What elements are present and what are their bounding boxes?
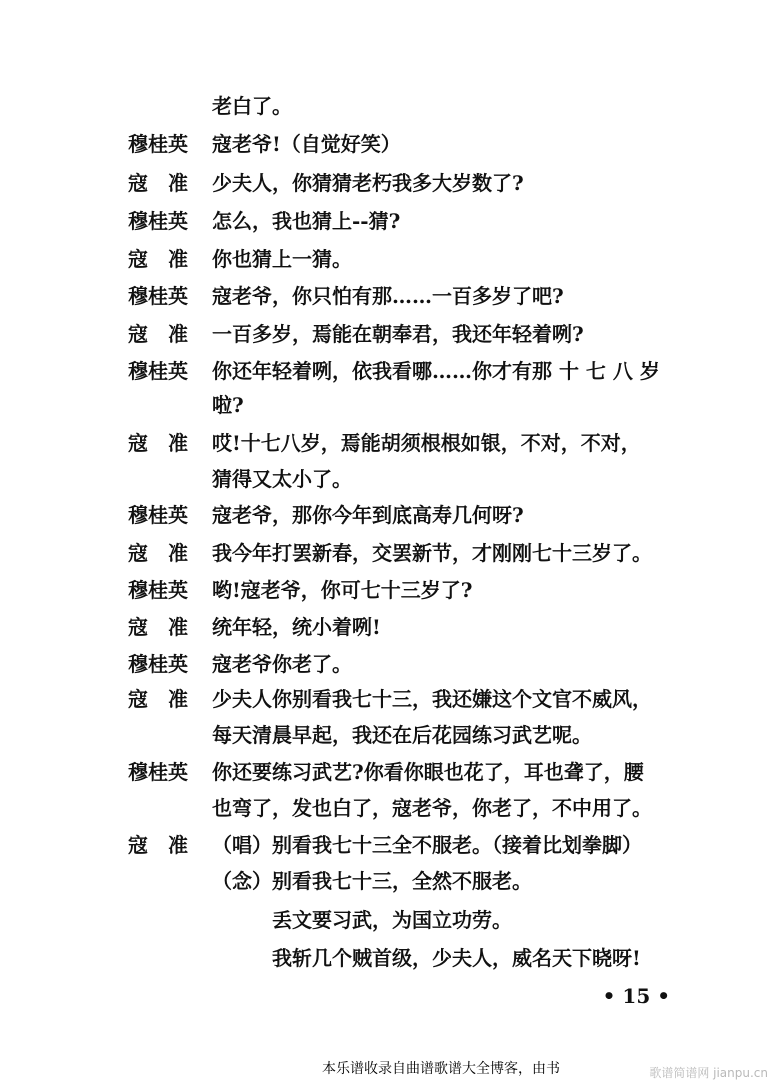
dialogue-text: （唱）别看我七十三全不服老。（接着比划拳脚）: [212, 833, 642, 857]
speaker-name: 穆桂英: [128, 503, 188, 527]
speaker-name: 寇 准: [128, 541, 188, 565]
speaker-name: 穆桂英: [128, 284, 188, 308]
speaker-name: 寇 准: [128, 247, 188, 271]
dialogue-text: （念）别看我七十三，全然不服老。: [212, 869, 532, 893]
speaker-name: 寇 准: [128, 171, 188, 195]
speaker-name: 寇 准: [128, 615, 188, 639]
dialogue-text: 哎!十七八岁，焉能胡须根根如银，不对，不对，: [212, 431, 641, 455]
dialogue-text: 一百多岁，焉能在朝奉君，我还年轻着咧?: [212, 322, 584, 346]
speaker-name: 穆桂英: [128, 209, 188, 233]
dialogue-text: 寇老爷!（自觉好笑）: [212, 132, 401, 156]
speaker-name: 穆桂英: [128, 578, 188, 602]
dialogue-text: 你还年轻着咧，依我看哪……你才有那 十 七 八 岁: [212, 359, 660, 383]
speaker-name: 寇 准: [128, 431, 188, 455]
dialogue-text: 啦?: [212, 393, 244, 417]
speaker-name: 穆桂英: [128, 760, 188, 784]
speaker-name: 寇 准: [128, 322, 188, 346]
dialogue-text: 你也猜上一猜。: [212, 247, 352, 271]
footer-note: 本乐谱收录自曲谱歌谱大全博客，由书: [322, 1061, 560, 1077]
dialogue-text: 寇老爷，你只怕有那……一百多岁了吧?: [212, 284, 564, 308]
dialogue-text: 少夫人，你猜猜老朽我多大岁数了?: [212, 171, 524, 195]
speaker-name: 穆桂英: [128, 132, 188, 156]
dialogue-text: 你还要练习武艺?你看你眼也花了，耳也聋了，腰: [212, 760, 644, 784]
speaker-name: 穆桂英: [128, 359, 188, 383]
dialogue-text: 每天清晨早起，我还在后花园练习武艺呢。: [212, 723, 592, 747]
dialogue-text: 统年轻，统小着咧!: [212, 615, 381, 639]
dialogue-text: 怎么，我也猜上--猜?: [212, 209, 401, 233]
watermark: 歌谱简谱网 jianpu.cn: [649, 1066, 768, 1080]
dialogue-text: 我斩几个贼首级，少夫人，威名天下晓呀!: [272, 946, 641, 970]
speaker-name: 穆桂英: [128, 652, 188, 676]
dialogue-text: 我今年打罢新春，交罢新节，才刚刚七十三岁了。: [212, 541, 652, 565]
speaker-name: 寇 准: [128, 833, 188, 857]
dialogue-text: 也弯了，发也白了，寇老爷，你老了，不中用了。: [212, 796, 652, 820]
dialogue-text: 哟!寇老爷，你可七十三岁了?: [212, 578, 473, 602]
dialogue-text: 寇老爷你老了。: [212, 652, 352, 676]
dialogue-text: 少夫人你别看我七十三，我还嫌这个文官不威风，: [212, 687, 652, 711]
speaker-name: 寇 准: [128, 687, 188, 711]
page-number: • 15 •: [602, 984, 670, 1008]
dialogue-text: 寇老爷，那你今年到底高寿几何呀?: [212, 503, 524, 527]
dialogue-text: 丢文要习武，为国立功劳。: [272, 908, 512, 932]
dialogue-text: 老白了。: [212, 94, 292, 118]
dialogue-text: 猜得又太小了。: [212, 467, 352, 491]
